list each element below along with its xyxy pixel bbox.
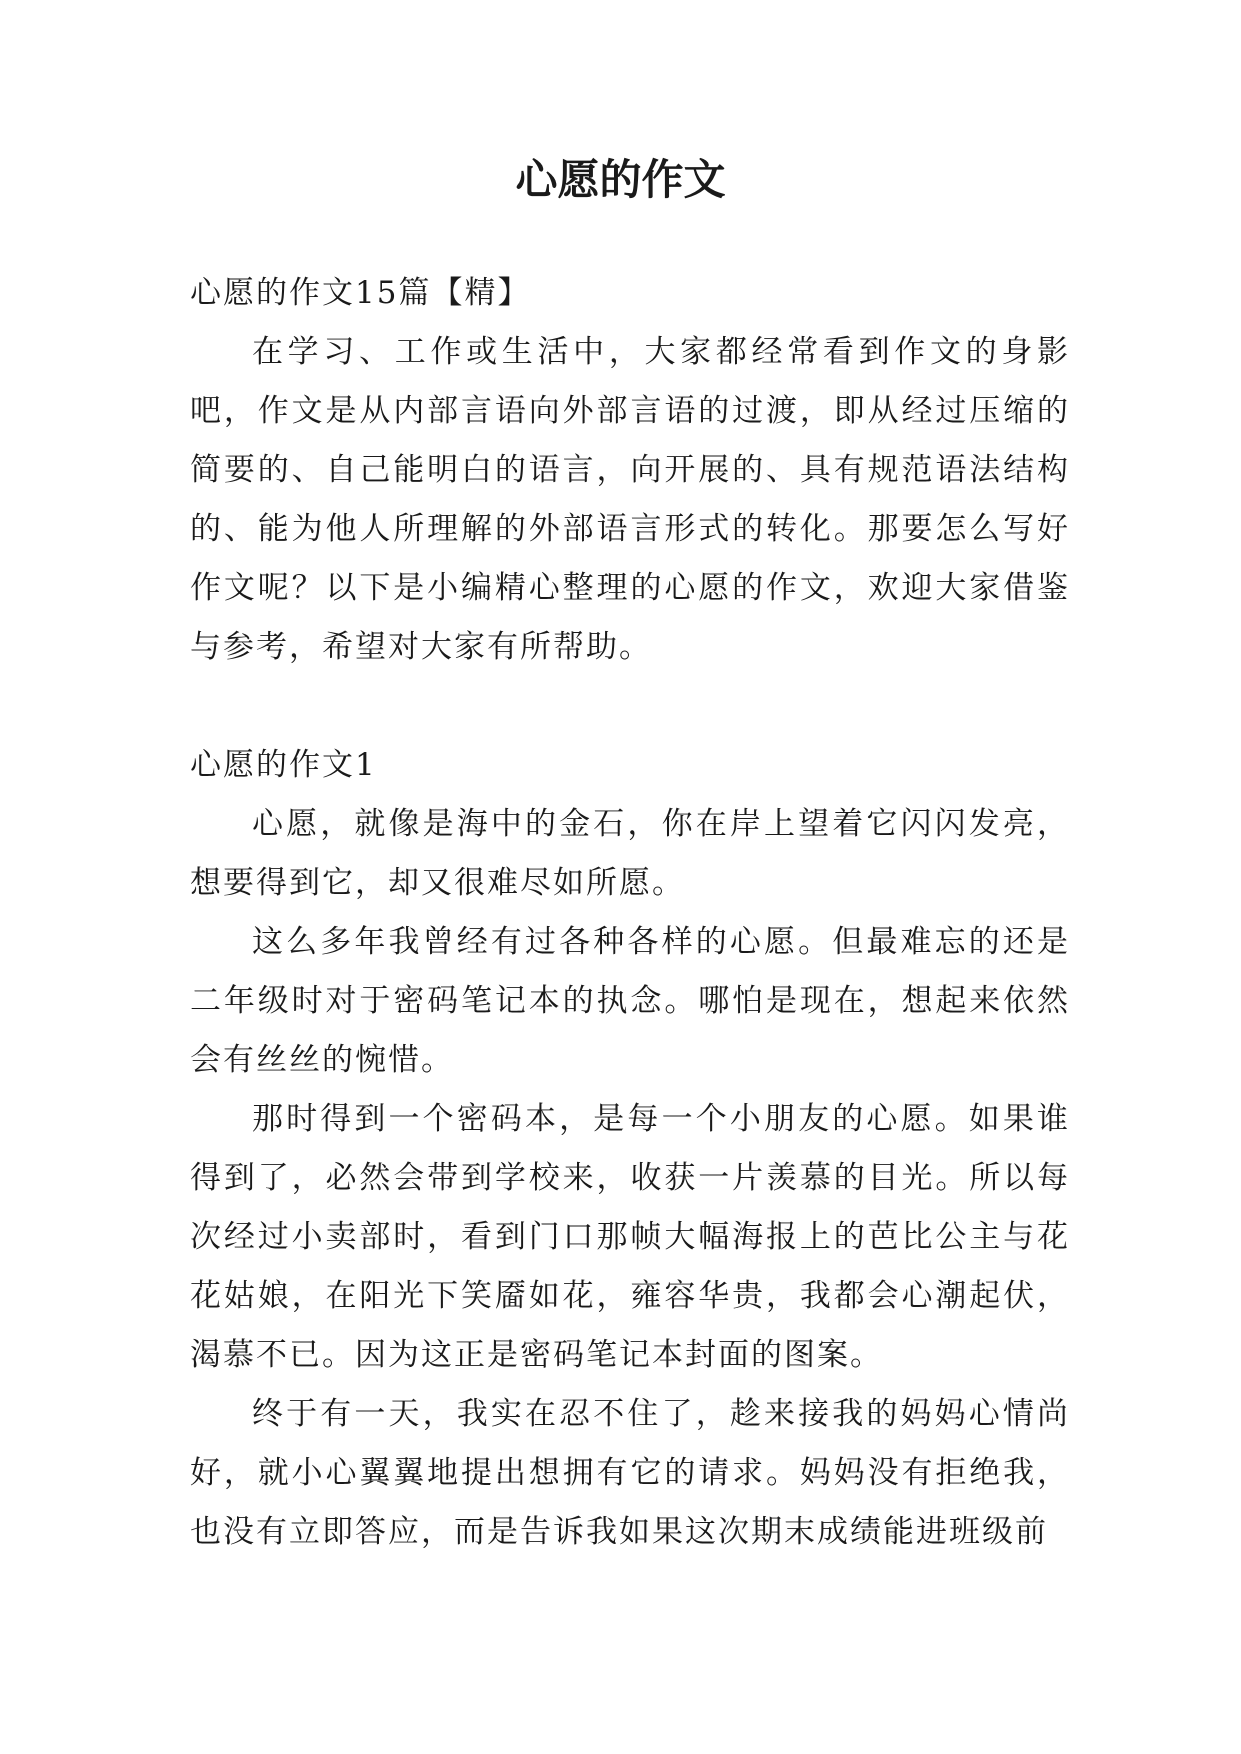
document-title: 心愿的作文 [515,155,726,204]
body-paragraph: 那时得到一个密码本，是每一个小朋友的心愿。如果谁得到了，必然会带到学校来，收获一片羡慕的目光。所以每次经过小卖部时，看到门口那帧大幅海报上的芭比公主与花花姑娘，在阳光下笑靥如花，雍容华贵，我都会心潮起伏，渴慕不已。因为这正是密码笔记本封面的图案。 [190,1101,1070,1373]
intro-paragraph: 在学习、工作或生活中，大家都经常看到作文的身影吧，作文是从内部言语向外部言语的过渡，即从经过压缩的简要的、自己能明白的语言，向开展的、具有规范语法结构的、能为他人所理解的外部语言形式的转化。那要怎么写好作文呢？以下是小编精心整理的心愿的作文，欢迎大家借鉴与参考，希望对大家有所帮助。 [190,334,1070,665]
document-subtitle: 心愿的作文15篇【精】 [190,275,531,311]
body-paragraph: 终于有一天，我实在忍不住了，趁来接我的妈妈心情尚好，就小心翼翼地提出想拥有它的请求。妈妈没有拒绝我，也没有立即答应，而是告诉我如果这次期末成绩能进班级前 [190,1396,1070,1550]
section-heading: 心愿的作文1 [190,747,377,783]
body-paragraph: 这么多年我曾经有过各种各样的心愿。但最难忘的还是二年级时对于密码笔记本的执念。哪怕是现在，想起来依然会有丝丝的惋惜。 [190,924,1070,1078]
section-spacer [190,677,1070,736]
body-paragraph: 心愿，就像是海中的金石，你在岸上望着它闪闪发亮，想要得到它，却又很难尽如所愿。 [190,806,1070,901]
document-body [190,264,1070,1562]
